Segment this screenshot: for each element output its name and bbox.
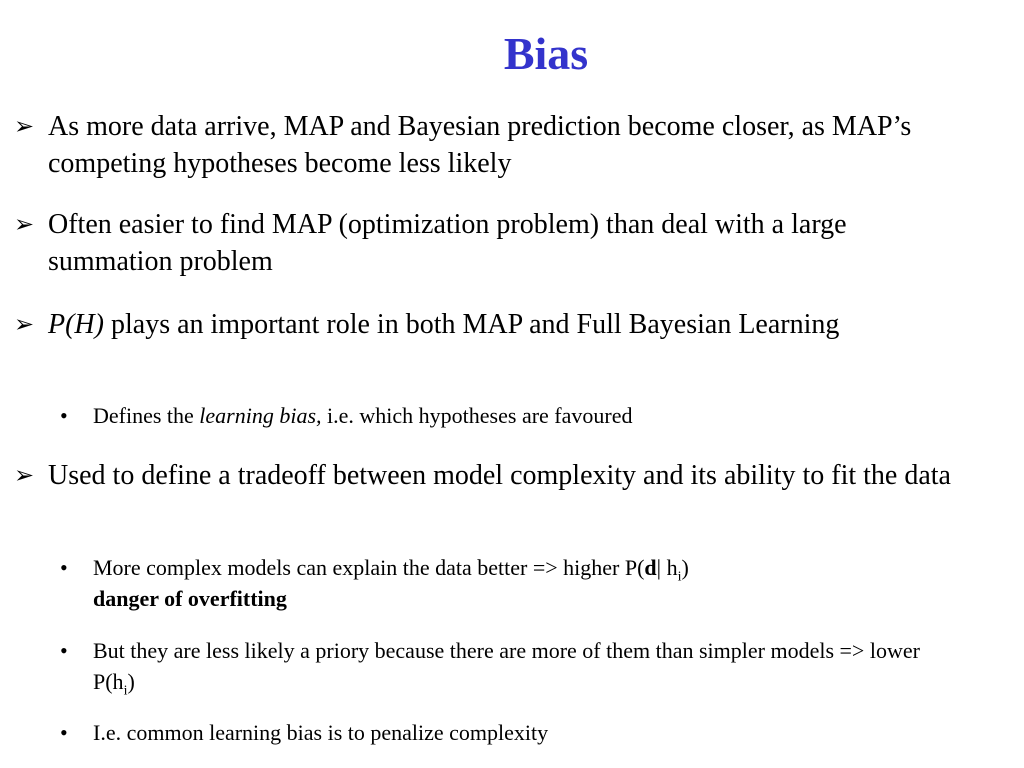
bullet-text-rest: plays an important role in both MAP and Full Bayesian Learning	[103, 309, 840, 340]
text-post: )	[681, 555, 689, 580]
arrow-bullet-icon: ➢	[14, 310, 35, 338]
learning-bias-term: learning bias,	[199, 403, 322, 428]
text-pre: More complex models can explain the data better => higher P(	[93, 555, 645, 580]
dot-bullet-icon: •	[60, 638, 68, 663]
subscript-i: i	[677, 569, 682, 585]
subscript-i: i	[123, 683, 128, 699]
bullet-tradeoff	[14, 457, 964, 494]
dot-bullet-icon: •	[60, 403, 68, 428]
sub-bullet-complex-models	[60, 552, 960, 614]
dot-bullet-icon: •	[60, 720, 68, 745]
bullet-text: Often easier to find MAP (optimization problem) than deal with a large summation problem	[48, 209, 847, 277]
bullet-text: Used to define a tradeoff between model complexity and its ability to fit the data	[48, 460, 951, 491]
sub-bullet-text	[93, 400, 960, 431]
sub-bullet-text	[93, 635, 960, 697]
sub-bullet-learning-bias	[60, 400, 960, 431]
bullet-optimization	[14, 206, 964, 280]
text-mid: | h	[656, 555, 678, 580]
text-pre: Defines the	[93, 403, 200, 428]
bullet-prior-role	[14, 306, 964, 343]
prior-term: P(H)	[48, 309, 104, 340]
text-pre: But they are less likely a priory because there are more of them than simpler models => lower P(h	[93, 638, 920, 694]
arrow-bullet-icon: ➢	[14, 210, 35, 238]
overfitting-warning: danger of overfitting	[93, 586, 287, 611]
bullet-text	[48, 306, 964, 343]
arrow-bullet-icon: ➢	[14, 461, 35, 489]
sub-bullet-text: I.e. common learning bias is to penalize complexity	[93, 720, 549, 745]
sub-bullet-priory	[60, 635, 960, 697]
text-post: i.e. which hypotheses are favoured	[321, 403, 633, 428]
sub-bullet-text	[93, 552, 960, 614]
bullet-text: As more data arrive, MAP and Bayesian prediction become closer, as MAP’s competing hypotheses become less likely	[48, 111, 912, 179]
slide-title: Bias	[503, 28, 589, 79]
dot-bullet-icon: •	[60, 555, 68, 580]
text-post: )	[127, 669, 135, 694]
arrow-bullet-icon: ➢	[14, 112, 35, 140]
sub-bullet-penalize	[60, 717, 960, 748]
data-symbol: d	[644, 555, 657, 580]
bullet-map-bayesian	[14, 108, 964, 182]
